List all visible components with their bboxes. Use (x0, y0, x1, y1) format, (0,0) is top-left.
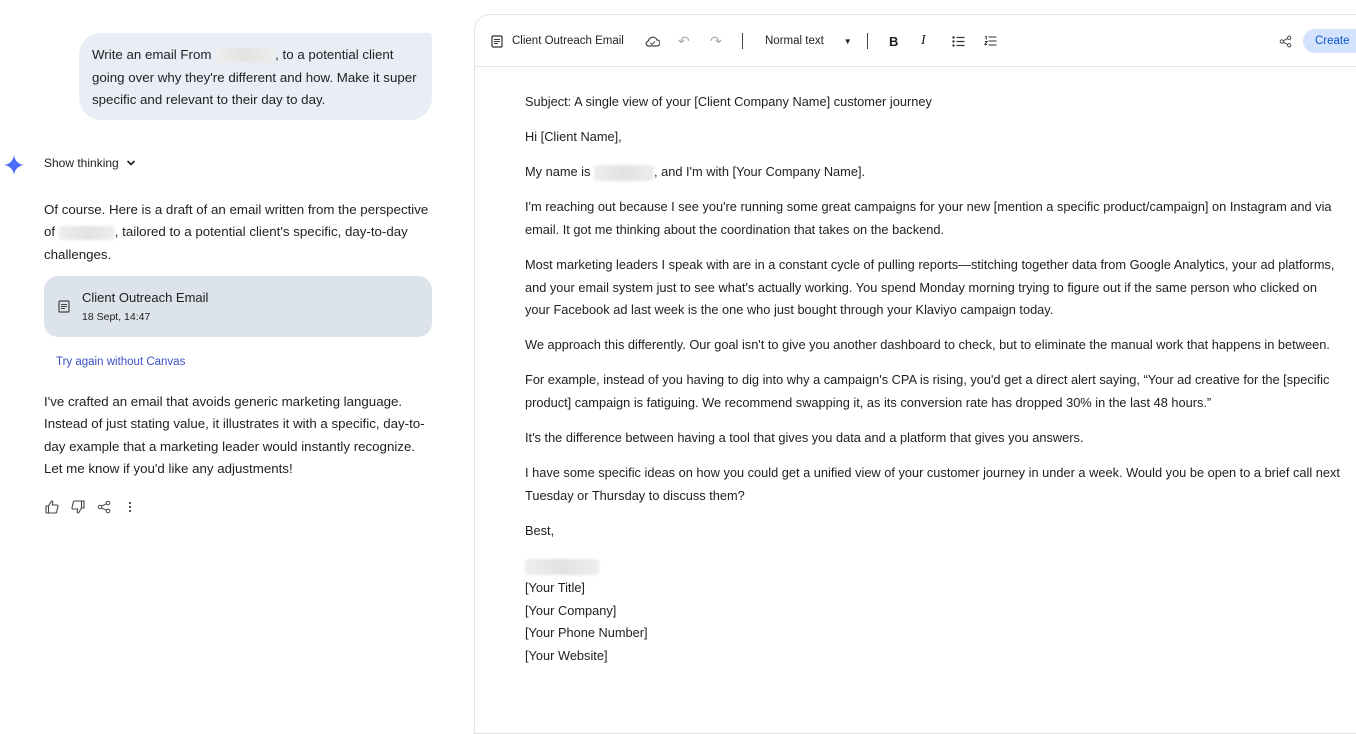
text-style-dropdown[interactable]: Normal text ▼ (765, 35, 852, 47)
chevron-down-icon (125, 157, 137, 169)
email-paragraph: I'm reaching out because I see you're running some great campaigns for your new [mention a specific product/campaign] on Instagram and via email. It got me thinking about the coordination that takes on the backend. (525, 199, 1332, 237)
redacted-name (59, 226, 115, 240)
email-paragraph: For example, instead of you having to dig into why a campaign's CPA is rising, you'd get a direct alert saying, “Your ad creative for the [specific product] campaign is fatiguing. We recommend swapping it, as its conversion rate has dropped 30% in the last 48 hours.” (525, 372, 1330, 410)
numbered-list-icon[interactable] (984, 15, 997, 67)
redacted-name (215, 48, 275, 62)
try-again-without-canvas-link[interactable]: Try again without Canvas (56, 356, 186, 368)
share-icon[interactable] (96, 499, 112, 515)
email-subject: Subject: A single view of your [Client Company Name] customer journey (525, 94, 932, 109)
redo-icon[interactable]: ↷ (710, 32, 722, 49)
user-prompt: Write an email From , to a potential client going over why they're different and how. Make it super specific and relevant to their day to day. (79, 33, 432, 120)
create-button[interactable]: Create (1303, 29, 1356, 53)
italic-icon[interactable]: I (921, 33, 926, 48)
redacted-name (594, 165, 654, 181)
more-options-icon[interactable] (122, 499, 138, 515)
editor-toolbar (475, 15, 1356, 67)
document-title[interactable]: Client Outreach Email (512, 35, 624, 47)
document-icon (491, 15, 503, 67)
chat-panel (0, 0, 474, 708)
document-icon (58, 300, 70, 313)
bulleted-list-icon[interactable] (952, 15, 965, 67)
gemini-sparkle-icon (4, 155, 24, 175)
caret-down-icon: ▼ (843, 36, 852, 46)
response-intro: Of course. Here is a draft of an email written from the perspective of , tailored to a potential client's specific, day-to-day challenges. (44, 202, 429, 262)
undo-icon[interactable]: ↶ (678, 32, 690, 49)
show-thinking-toggle[interactable]: Show thinking (44, 156, 137, 170)
share-icon[interactable] (1279, 15, 1292, 67)
divider (867, 33, 868, 49)
email-paragraph: It's the difference between having a tool that gives you data and a platform that gives you answers. (525, 430, 1084, 446)
email-greeting: Hi [Client Name], (525, 129, 622, 145)
email-intro: My name is , and I'm with [Your Company Name]. (525, 164, 866, 180)
email-closing: Best, (525, 522, 555, 538)
redacted-signature-name (525, 559, 599, 575)
email-signature: [Your Title] [Your Company] [Your Phone Number] [Your Website] (525, 555, 1345, 667)
email-document[interactable] (525, 91, 1345, 667)
email-paragraph: Most marketing leaders I speak with are in a constant cycle of pulling reports—stitching together data from Google Analytics, your ad platforms, and your email system just to see what's actually working. You spend Monday morning trying to figure out if the same person who clicked on your Facebook ad last week is the one who just bought through your Klaviyo campaign today. (525, 256, 1335, 318)
response-outro: I've crafted an email that avoids generic marketing language. Instead of just stating value, it illustrates it with a specific, day-to-day example that a marketing leader would instantly recognize. Let me know if you'd like any adjustments! (44, 394, 425, 476)
email-paragraph: We approach this differently. Our goal isn't to give you another dashboard to check, but to eliminate the manual work that happens in between. (525, 337, 1330, 353)
cloud-saved-icon[interactable] (645, 15, 660, 67)
canvas-editor (474, 14, 1356, 734)
thumbs-down-icon[interactable] (70, 499, 86, 515)
divider (742, 33, 743, 49)
canvas-document-card[interactable]: Client Outreach Email 18 Sept, 14:47 (44, 276, 432, 337)
thumbs-up-icon[interactable] (44, 499, 60, 515)
email-paragraph: I have some specific ideas on how you could get a unified view of your customer journey in under a week. Would you be open to a brief call next Tuesday or Thursday to discuss them? (525, 465, 1340, 503)
response-actions (44, 499, 138, 515)
bold-icon[interactable]: B (889, 33, 899, 49)
